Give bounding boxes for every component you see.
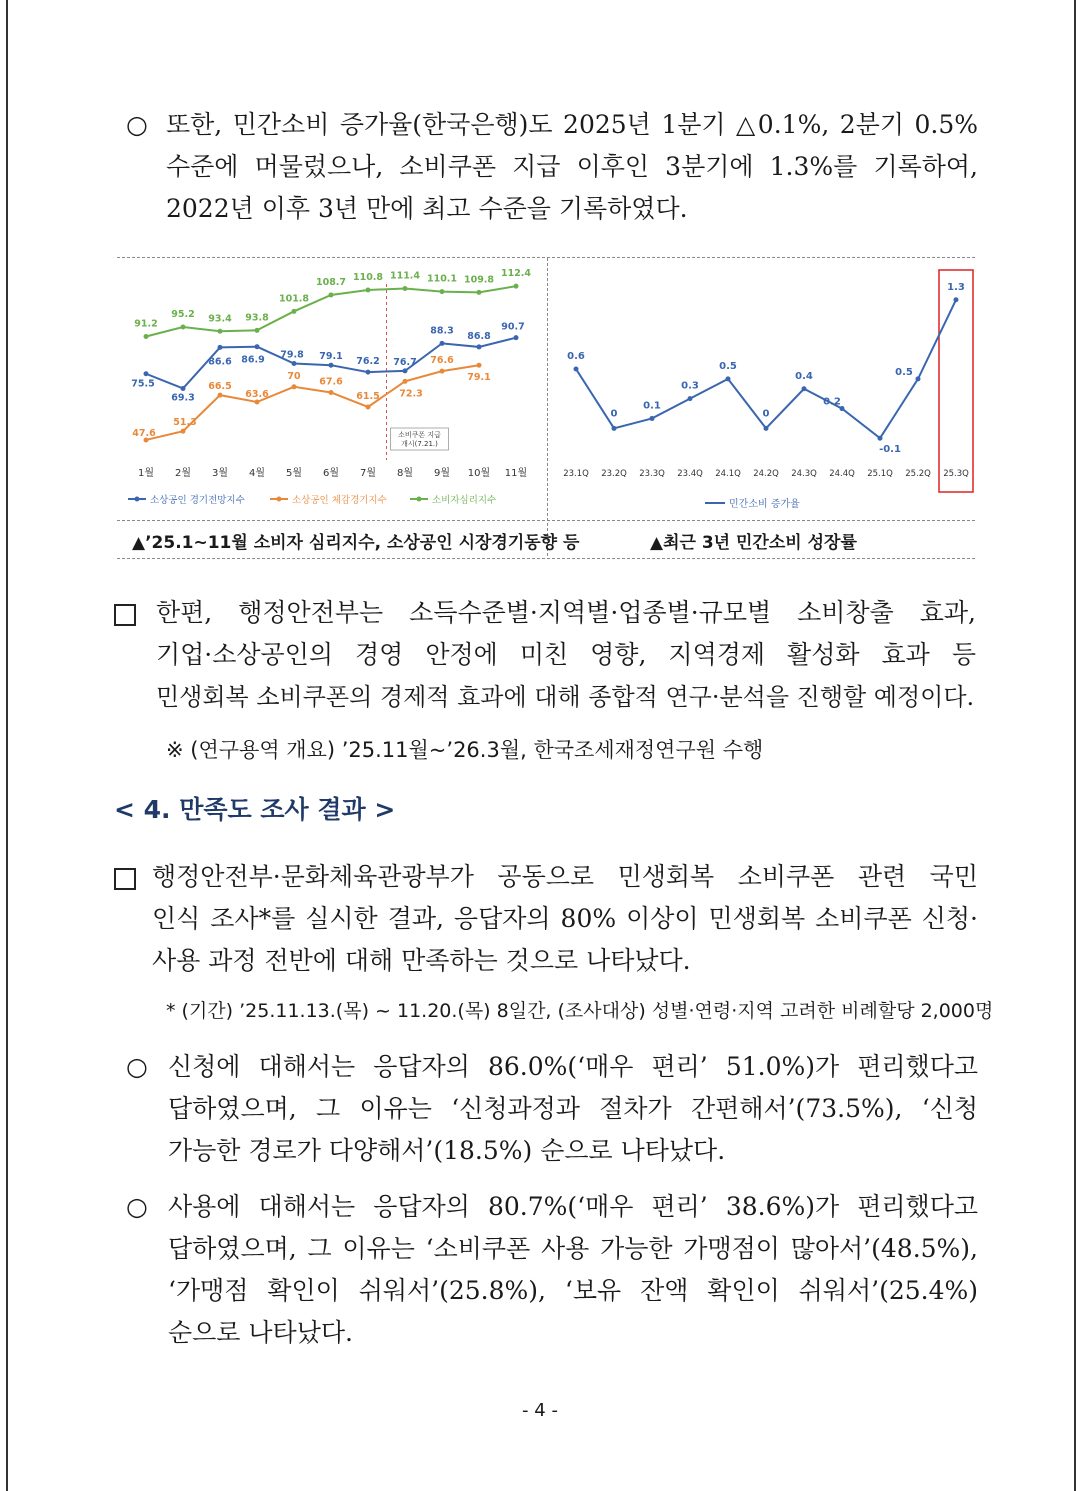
text-line: 기업·소상공인의 경영 안정에 미친 영향, 지역경제 활성화 효과 등 [156,640,976,669]
x-tick-label: 10월 [467,468,491,479]
x-tick-label: 25.3Q [943,469,969,479]
data-point [440,289,445,294]
square-bullet-icon [114,604,136,626]
data-label: 90.7 [501,321,525,333]
text-line: 답하였으며, 그 이유는 ‘소비쿠폰 사용 가능한 가맹점이 많아서’(48.5%), [168,1234,978,1263]
data-point [878,436,883,441]
survey-note: * (기간) ’25.11.13.(목) ~ 11.20.(목) 8일간, (조사대상) 성별·연령·지역 고려한 비례할당 2,000명 [166,1000,994,1022]
data-point [440,341,445,346]
data-point [144,334,149,339]
data-label: 0.5 [719,360,737,372]
data-point [255,399,260,404]
data-point [612,426,617,431]
annotation-label: 개시(7.21.) [401,440,438,448]
section-heading: < 4. 만족도 조사 결과 > [114,795,396,824]
x-tick-label: 25.1Q [867,469,893,479]
data-label: 63.6 [245,388,269,400]
data-label: 61.5 [356,390,380,402]
data-label: 0 [610,408,618,420]
data-point [366,370,371,375]
data-label: 110.1 [426,273,458,285]
data-label: 91.2 [134,318,158,330]
data-label: 79.1 [319,351,343,363]
data-point [329,292,334,297]
data-label: 75.5 [131,378,155,390]
figure-caption-separator [117,520,975,521]
data-label: 0.6 [567,351,585,362]
annotation-label: 소비쿠폰 지급 [398,431,441,439]
text-line: 인식 조사*를 실시한 결과, 응답자의 80% 이상이 민생회복 소비쿠폰 신청· [152,904,978,933]
data-label: 88.3 [430,325,454,337]
data-label: 0.3 [681,380,699,392]
x-tick-label: 3월 [211,468,229,479]
data-label: 109.8 [463,274,495,286]
data-point [650,416,655,421]
data-point [181,429,186,434]
caption-right: ▲최근 3년 민간소비 성장률 [650,533,857,553]
text-line: 사용에 대해서는 응답자의 80.7%(‘매우 편리’ 38.6%)가 편리했다고 [168,1192,978,1221]
data-label: 67.6 [319,376,343,388]
data-label: 101.8 [278,293,310,305]
caption-left: ▲’25.1~11월 소비자 심리지수, 소상공인 시장경기동향 등 [132,533,580,553]
data-point [688,396,693,401]
data-label: 72.3 [399,388,423,400]
data-label: 86.8 [467,330,491,342]
data-label: 86.6 [208,356,232,368]
legend-swatch-dot [135,497,140,502]
legend-swatch-dot [417,497,422,502]
x-tick-label: 24.3Q [791,469,817,479]
data-point [764,426,769,431]
legend-label: 소상공인 체감경기지수 [292,495,387,506]
data-point [954,297,959,302]
data-point [916,376,921,381]
data-label: 86.9 [241,354,265,366]
data-point [366,404,371,409]
text-line: 순으로 나타났다. [168,1318,353,1347]
page-border-left [6,0,8,1491]
paragraph-usage-satisfaction [168,1186,978,1354]
data-label: 0 [762,408,770,420]
text-line: 신청에 대해서는 응답자의 86.0%(‘매우 편리’ 51.0%)가 편리했다고 [168,1052,978,1081]
data-label: 66.5 [208,381,232,393]
data-point [514,284,519,289]
data-label: 0.4 [795,370,813,382]
data-label: -0.1 [879,444,901,456]
legend-label: 소비자심리지수 [432,495,497,506]
x-tick-label: 23.2Q [601,469,627,479]
data-label: 51.3 [173,417,197,429]
data-label: 0.2 [823,396,841,408]
x-tick-label: 8월 [396,468,414,479]
text-line: 민생회복 소비쿠폰의 경제적 효과에 대해 종합적 연구·분석을 진행할 예정이다. [156,683,975,711]
text-line: 수준에 머물렀으나, 소비쿠폰 지급 이후인 3분기에 1.3%를 기록하여, [166,152,978,181]
paragraph-application-satisfaction [168,1046,978,1172]
legend-swatch-dot [277,497,282,502]
data-label: 1.3 [947,281,965,293]
x-tick-label: 6월 [322,468,340,479]
data-point [477,363,482,368]
x-tick-label: 11월 [504,468,528,479]
data-point [802,386,807,391]
data-point [218,345,223,350]
data-point [477,344,482,349]
circle-bullet-icon: ○ [126,1192,148,1221]
x-tick-label: 24.4Q [829,469,855,479]
research-note: ※ (연구용역 개요) ’25.11월~’26.3월, 한국조세재정연구원 수행 [166,738,764,762]
x-tick-label: 23.1Q [563,469,589,479]
data-label: 76.2 [356,356,380,368]
text-line: 사용 과정 전반에 대해 만족하는 것으로 나타났다. [152,946,691,975]
x-tick-label: 1월 [137,468,155,479]
legend-label: 소상공인 경기전망지수 [150,495,245,506]
highlight-box [939,270,973,492]
data-point [181,386,186,391]
data-point [726,376,731,381]
x-tick-label: 9월 [433,468,451,479]
legend-label: 민간소비 증가율 [729,499,800,510]
square-bullet-icon [114,868,136,890]
circle-bullet-icon: ○ [126,1052,148,1081]
data-point [255,328,260,333]
data-point [477,290,482,295]
data-point [181,324,186,329]
figure-divider [547,258,548,556]
data-point [403,286,408,291]
data-point [403,379,408,384]
data-label: 47.6 [132,427,156,439]
text-line: 한편, 행정안전부는 소득수준별·지역별·업종별·규모별 소비창출 효과, [156,598,976,627]
x-tick-label: 23.3Q [639,469,665,479]
data-label: 0.5 [895,366,913,378]
data-point [574,367,579,372]
data-point [440,369,445,374]
text-line: 또한, 민간소비 증가율(한국은행)도 2025년 1분기 △0.1%, 2분기 0.5% [166,110,978,139]
text-line: 2022년 이후 3년 만에 최고 수준을 기록하였다. [166,194,688,223]
data-point [292,309,297,314]
text-line: ‘가맹점 확인이 쉬워서’(25.8%), ‘보유 잔액 확인이 쉬워서’(25.4%) [168,1276,978,1305]
data-label: 76.7 [393,356,417,368]
data-label: 69.3 [171,392,195,404]
data-label: 93.4 [208,313,232,325]
x-tick-label: 7월 [359,468,377,479]
data-label: 112.4 [500,268,532,280]
private-consumption-chart [549,262,974,518]
data-point [292,361,297,366]
text-line: 가능한 경로가 다양해서’(18.5%) 순으로 나타났다. [168,1136,726,1165]
x-tick-label: 24.1Q [715,469,741,479]
data-point [144,371,149,376]
data-point [292,384,297,389]
data-point [329,390,334,395]
text-line: 답하였으며, 그 이유는 ‘신청과정과 절차가 간편해서’(73.5%), ‘신청 [168,1094,978,1123]
text-line: 행정안전부·문화체육관광부가 공동으로 민생회복 소비쿠폰 관련 국민 [152,862,978,891]
data-point [218,393,223,398]
data-label: 0.1 [643,400,661,412]
page-border-right [1074,0,1076,1491]
data-label: 70 [287,370,301,382]
data-point [366,287,371,292]
data-label: 110.8 [352,271,384,283]
circle-bullet-icon: ○ [126,110,148,139]
data-point [255,344,260,349]
paragraph-research-plan [156,592,976,718]
data-point [329,363,334,368]
data-label: 108.7 [315,276,347,288]
data-label: 79.1 [467,372,491,384]
x-tick-label: 5월 [285,468,303,479]
data-point [218,329,223,334]
data-label: 95.2 [171,308,195,320]
paragraph-survey-result [152,856,978,982]
data-label: 111.4 [389,270,421,282]
data-point [514,335,519,340]
data-label: 79.8 [280,349,304,361]
x-tick-label: 25.2Q [905,469,931,479]
x-tick-label: 23.4Q [677,469,703,479]
paragraph-consumption-growth [166,104,978,230]
sentiment-index-chart [118,262,546,518]
x-tick-label: 2월 [174,468,192,479]
x-tick-label: 24.2Q [753,469,779,479]
x-tick-label: 4월 [248,468,266,479]
data-label: 76.6 [430,355,454,367]
data-label: 93.8 [245,312,269,324]
page-number: - 4 - [522,1400,558,1421]
data-point [403,368,408,373]
